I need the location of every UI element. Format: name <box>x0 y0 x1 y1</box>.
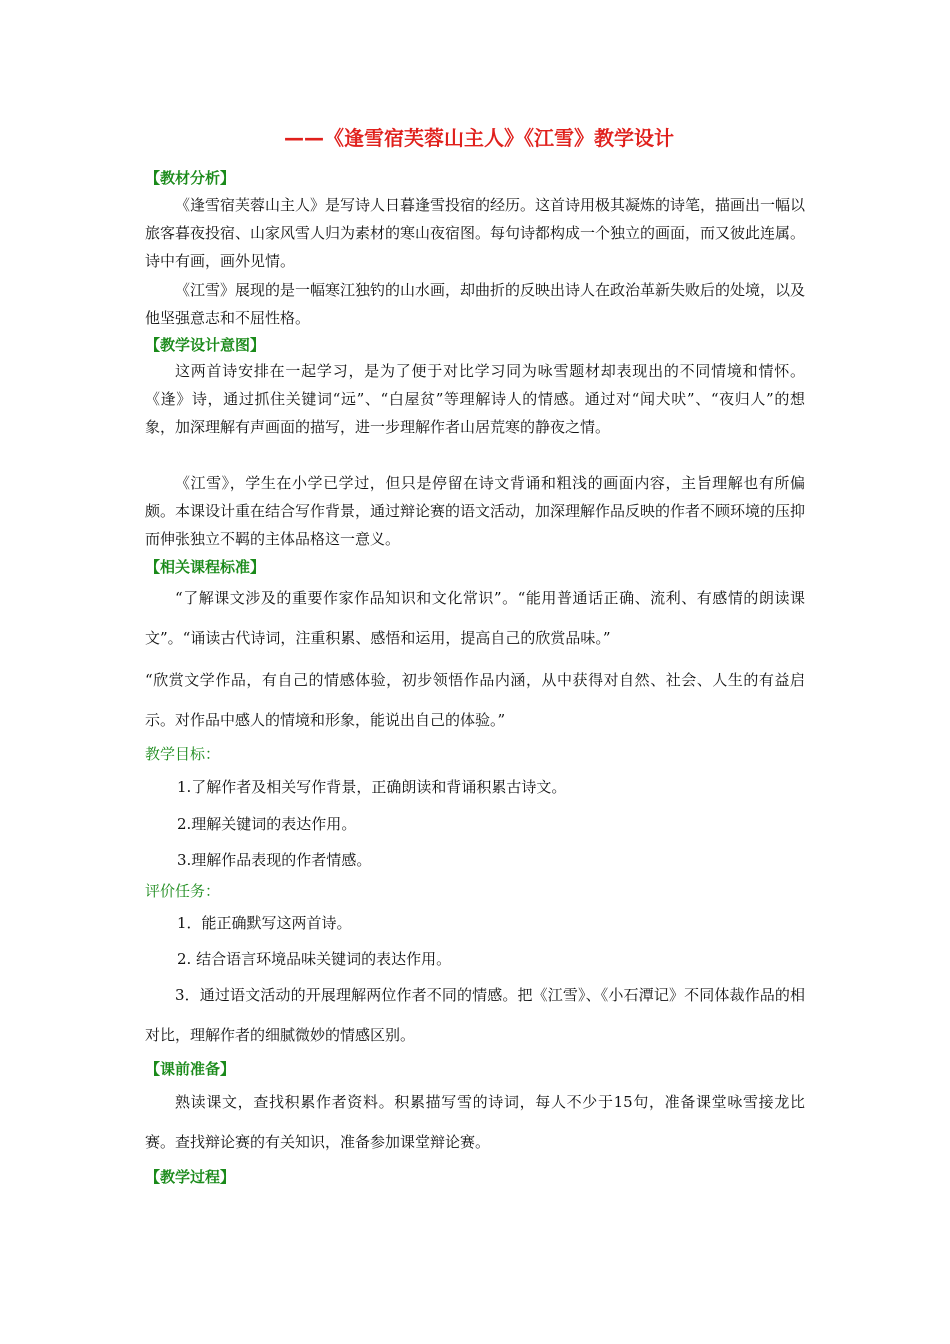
paragraph-intent-2: 《江雪》，学生在小学已学过，但只是停留在诗文背诵和粗浅的画面内容，主旨理解也有所偏颇。本课设计重在结合写作背景，通过辩论赛的语文活动，加深理解作品反映的作者不顾环境的压抑而伸张独立不羁的主体品格这一意义。 <box>145 474 806 548</box>
paragraph-standards-2: “欣赏文学作品，有自己的情感体验，初步领悟作品内涵，从中获得对自然、社会、人生的有益启示。对作品中感人的情境和形象，能说出自己的体验。” <box>145 671 805 729</box>
paragraph-intent-1: 这两首诗安排在一起学习，是为了便于对比学习同为咏雪题材却表现出的不同情境和情怀。《逢》诗，通过抓住关键词“远”、“白屋贫”等理解诗人的情感。通过对“闻犬吠”、“夜归人”的想象，加深理解有声画面的描写，进一步理解作者山居荒寒的静夜之情。 <box>145 362 805 436</box>
goal-item-3: 3.理解作品表现的作者情感。 <box>177 851 372 869</box>
heading-tasks: 评价任务： <box>145 882 221 900</box>
task-item-2: 2. 结合语言环境品味关键词的表达作用。 <box>177 950 452 968</box>
heading-process: 【教学过程】 <box>145 1168 236 1186</box>
goal-item-1: 1.了解作者及相关写作背景，正确朗读和背诵积累古诗文。 <box>177 778 567 796</box>
heading-standards: 【相关课程标准】 <box>145 558 266 576</box>
task-item-3: 3．通过语文活动的开展理解两位作者不同的情感。把《江雪》、《小石潭记》不同体裁作品的相对比，理解作者的细腻微妙的情感区别。 <box>145 986 805 1044</box>
heading-intent: 【教学设计意图】 <box>145 336 266 354</box>
heading-analysis: 【教材分析】 <box>145 169 236 187</box>
paragraph-prep: 熟读课文，查找积累作者资料。积累描写雪的诗词，每人不少于15句，准备课堂咏雪接龙比赛。查找辩论赛的有关知识，准备参加课堂辩论赛。 <box>145 1093 805 1151</box>
document-title: ——《逢雪宿芙蓉山主人》《江雪》教学设计 <box>284 126 674 150</box>
paragraph-analysis-2: 《江雪》展现的是一幅寒江独钓的山水画，却曲折的反映出诗人在政治革新失败后的处境，以及他坚强意志和不屈性格。 <box>145 281 806 327</box>
heading-goals: 教学目标： <box>145 745 221 763</box>
paragraph-standards-1: “了解课文涉及的重要作家作品知识和文化常识”。“能用普通话正确、流利、有感情的朗读课文”。“诵读古代诗词，注重积累、感悟和运用，提高自己的欣赏品味。” <box>145 589 805 647</box>
paragraph-analysis-1: 《逢雪宿芙蓉山主人》是写诗人日暮逢雪投宿的经历。这首诗用极其凝炼的诗笔，描画出一幅以旅客暮夜投宿、山家风雪人归为素材的寒山夜宿图。每句诗都构成一个独立的画面，而又彼此连属。诗中有画，画外见情。 <box>145 196 806 270</box>
task-item-1: 1．能正确默写这两首诗。 <box>177 914 352 932</box>
heading-prep: 【课前准备】 <box>145 1060 236 1078</box>
goal-item-2: 2.理解关键词的表达作用。 <box>177 815 357 833</box>
